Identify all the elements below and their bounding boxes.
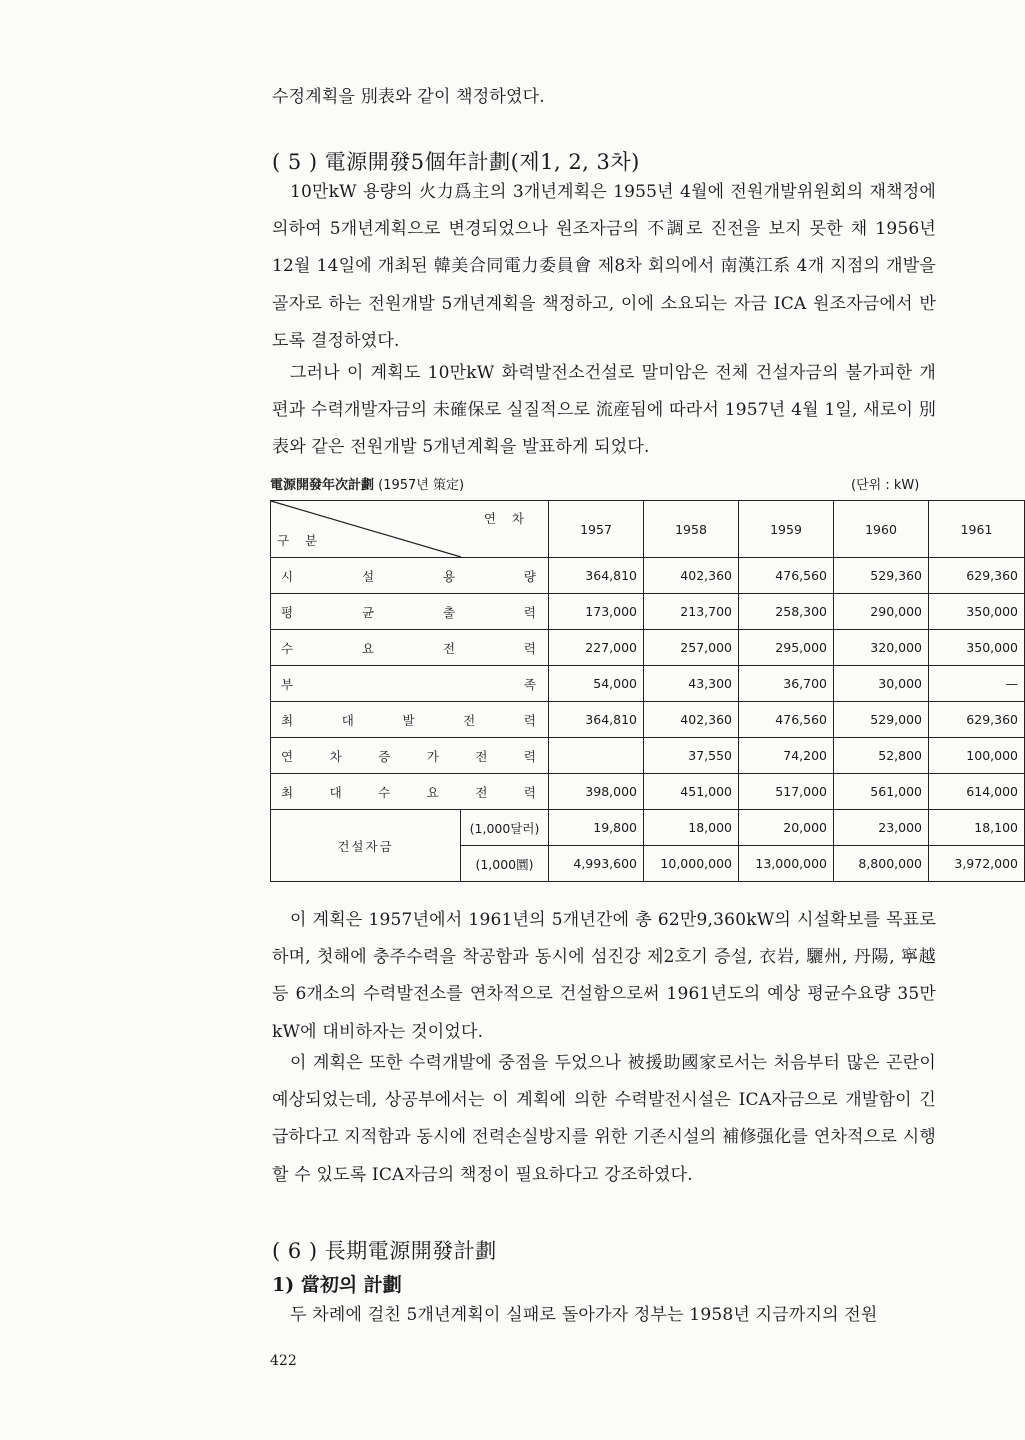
row-label-char: 설 <box>361 568 375 584</box>
table-cell: 54,000 <box>549 666 644 702</box>
row-label-char: 증 <box>378 748 391 764</box>
intro-line: 수정계획을 別表와 같이 책정하였다. <box>272 87 545 107</box>
table-cell: 52,800 <box>834 738 929 774</box>
table-row <box>271 558 1025 594</box>
row-label-char: 최 <box>281 712 294 728</box>
table-cell: 18,000 <box>644 810 739 846</box>
table-cell: 476,560 <box>739 702 834 738</box>
row-label <box>271 594 549 630</box>
table-cell: 213,700 <box>644 594 739 630</box>
table-cell: 18,100 <box>929 810 1025 846</box>
section-5-paragraph-1: 10만kW 용량의 火力爲主의 3개년계획은 1955년 4월에 전원개발위원회의 재책정에 의하여 5개년계획으로 변경되었으나 원조자금의 不調로 진전을 보지 못한 채 1956년 12월 14일에 개최된 韓美合同電力委員會 제8차 회의에서 南漢江系 4개 지점의 개발을 골자로 하는 전원개발 5개년계획을 책정하고, 이에 소요되는 자금 ICA 원조자금에서 반도록 결정하였다. <box>272 182 936 351</box>
row-label-char: 요 <box>426 784 439 800</box>
section-6-subheading: 1) 當初의 計劃 <box>272 1274 402 1296</box>
row-label-char: 전 <box>463 712 476 728</box>
row-label-char: 균 <box>361 604 375 620</box>
section-6-heading: ( 6 ) 長期電源開發計劃 <box>272 1239 497 1263</box>
row-label-text <box>281 711 542 729</box>
header-year: 1960 <box>834 501 929 558</box>
header-year: 1961 <box>929 501 1025 558</box>
header-corner-cell <box>271 501 549 558</box>
row-label <box>271 630 549 666</box>
table-cell: 4,993,600 <box>549 846 644 882</box>
section-5-heading: ( 5 ) 電源開發5個年計劃(제1, 2, 3차) <box>272 150 640 174</box>
table-cell: 517,000 <box>739 774 834 810</box>
row-label-char: 량 <box>523 568 536 584</box>
row-label-text <box>281 639 542 657</box>
table-cell: 402,360 <box>644 702 739 738</box>
funds-unit-hwan: (1,000圜) <box>461 846 549 882</box>
row-label-char: 발 <box>402 712 415 728</box>
row-label <box>271 666 549 702</box>
row-label-char: 용 <box>442 568 456 584</box>
row-label <box>271 558 549 594</box>
table-cell: 227,000 <box>549 630 644 666</box>
table-cell: 3,972,000 <box>929 846 1025 882</box>
table-cell: 320,000 <box>834 630 929 666</box>
header-year: 1959 <box>739 501 834 558</box>
after-table-paragraph-2: 이 계획은 또한 수력개발에 중점을 두었으나 被援助國家로서는 처음부터 많은 곤란이 예상되었는데, 상공부에서는 이 계획에 의한 수력발전시설은 ICA자금으로 개발함이 긴급하다고 지적함과 동시에 전력손실방지를 위한 기존시설의 補修强化를 연차적으로 시행할 수 있도록 ICA자금의 책정이 필요하다고 강조하였다. <box>272 1053 936 1185</box>
table-cell: 20,000 <box>739 810 834 846</box>
row-label-char: 력 <box>523 748 536 764</box>
section-6-paragraph: 두 차례에 걸친 5개년계획이 실패로 돌아가자 정부는 1958년 지금까지의 전원 <box>290 1305 878 1325</box>
table-cell: 173,000 <box>549 594 644 630</box>
table-row-funds-usd <box>271 810 1025 846</box>
table-cell: 100,000 <box>929 738 1025 774</box>
table-cell: 74,200 <box>739 738 834 774</box>
table-cell: 451,000 <box>644 774 739 810</box>
table-caption <box>270 474 464 493</box>
table-cell: 37,550 <box>644 738 739 774</box>
row-label-char: 족 <box>523 676 536 692</box>
row-label-char: 전 <box>442 640 456 656</box>
header-year: 1958 <box>644 501 739 558</box>
table-cell: 398,000 <box>549 774 644 810</box>
table-cell: 364,810 <box>549 702 644 738</box>
table-row <box>271 666 1025 702</box>
table-row <box>271 738 1025 774</box>
row-label-char: 전 <box>475 784 488 800</box>
row-label-char: 부 <box>281 676 294 692</box>
row-label-char: 시 <box>281 568 294 584</box>
row-label <box>271 702 549 738</box>
section-5-paragraph-2: 그러나 이 계획도 10만kW 화력발전소건설로 말미암은 전체 건설자금의 불가피한 개편과 수력개발자금의 未確保로 실질적으로 流産됨에 따라서 1957년 4월 1일, 새로이 別表와 같은 전원개발 5개년계획을 발표하게 되었다. <box>272 363 936 458</box>
table-cell: 295,000 <box>739 630 834 666</box>
row-label-char: 요 <box>361 640 375 656</box>
row-label-char: 력 <box>523 784 536 800</box>
corner-year-label: 연 차 <box>483 511 530 526</box>
table-cell: 364,810 <box>549 558 644 594</box>
table-row <box>271 594 1025 630</box>
table-unit: (단위 : kW) <box>851 478 920 493</box>
row-label-char: 력 <box>523 604 536 620</box>
table-cell: 258,300 <box>739 594 834 630</box>
header-year: 1957 <box>549 501 644 558</box>
table-cell: 350,000 <box>929 630 1025 666</box>
row-label <box>271 738 549 774</box>
power-plan-table <box>270 500 1025 882</box>
table-cell: 19,800 <box>549 810 644 846</box>
table-cell: 476,560 <box>739 558 834 594</box>
table-row <box>271 702 1025 738</box>
corner-category-label: 구 분 <box>277 533 324 548</box>
table-cell: 561,000 <box>834 774 929 810</box>
row-label-char: 가 <box>426 748 439 764</box>
row-label-char: 전 <box>475 748 488 764</box>
row-label-char: 최 <box>281 784 294 800</box>
table-cell: 529,360 <box>834 558 929 594</box>
row-label <box>271 774 549 810</box>
table-cell: 43,300 <box>644 666 739 702</box>
after-table-paragraph-1: 이 계획은 1957년에서 1961년의 5개년간에 총 62만9,360kW의 시설확보를 목표로 하며, 첫해에 충주수력을 착공함과 동시에 섬진강 제2호기 증설, 衣岩, 驪州, 丹陽, 寧越 등 6개소의 수력발전소를 연차적으로 건설함으로써 1961년도의 예상 평균수요량 35만kW에 대비하자는 것이었다. <box>272 910 936 1042</box>
table-cell: 350,000 <box>929 594 1025 630</box>
table-cell: 402,360 <box>644 558 739 594</box>
table-cell: — <box>929 666 1025 702</box>
table-cell: 629,360 <box>929 558 1025 594</box>
row-label-char: 대 <box>329 784 342 800</box>
table-cell: 36,700 <box>739 666 834 702</box>
row-label-text <box>281 675 542 693</box>
table-cell: 257,000 <box>644 630 739 666</box>
table-cell: 614,000 <box>929 774 1025 810</box>
table-cell: 13,000,000 <box>739 846 834 882</box>
row-label-char: 수 <box>281 640 294 656</box>
row-label-text <box>281 747 542 765</box>
funds-unit-usd: (1,000달러) <box>461 810 549 846</box>
table-title-note: (1957년 策定) <box>378 478 465 493</box>
row-label-text <box>281 603 542 621</box>
row-label-char: 력 <box>523 640 536 656</box>
table-body <box>271 558 1025 810</box>
table-row <box>271 774 1025 810</box>
row-label-char: 력 <box>523 712 536 728</box>
table-cell: 529,000 <box>834 702 929 738</box>
table-cell: 30,000 <box>834 666 929 702</box>
table-cell: 629,360 <box>929 702 1025 738</box>
row-label-char: 출 <box>442 604 456 620</box>
table-row <box>271 630 1025 666</box>
table-cell: 23,000 <box>834 810 929 846</box>
table-header-row <box>271 501 1025 558</box>
row-label-text <box>281 567 542 585</box>
table-cell: 8,800,000 <box>834 846 929 882</box>
table-cell <box>549 738 644 774</box>
row-label-char: 차 <box>329 748 342 764</box>
funds-label: 건설자금 <box>271 810 461 882</box>
table-cell: 290,000 <box>834 594 929 630</box>
row-label-char: 수 <box>378 784 391 800</box>
row-label-text <box>281 783 542 801</box>
table-title: 電源開發年次計劃 <box>270 478 375 493</box>
table-cell: 10,000,000 <box>644 846 739 882</box>
page-number: 422 <box>270 1353 297 1369</box>
row-label-char: 연 <box>281 748 294 764</box>
row-label-char: 대 <box>341 712 354 728</box>
row-label-char: 평 <box>281 604 294 620</box>
